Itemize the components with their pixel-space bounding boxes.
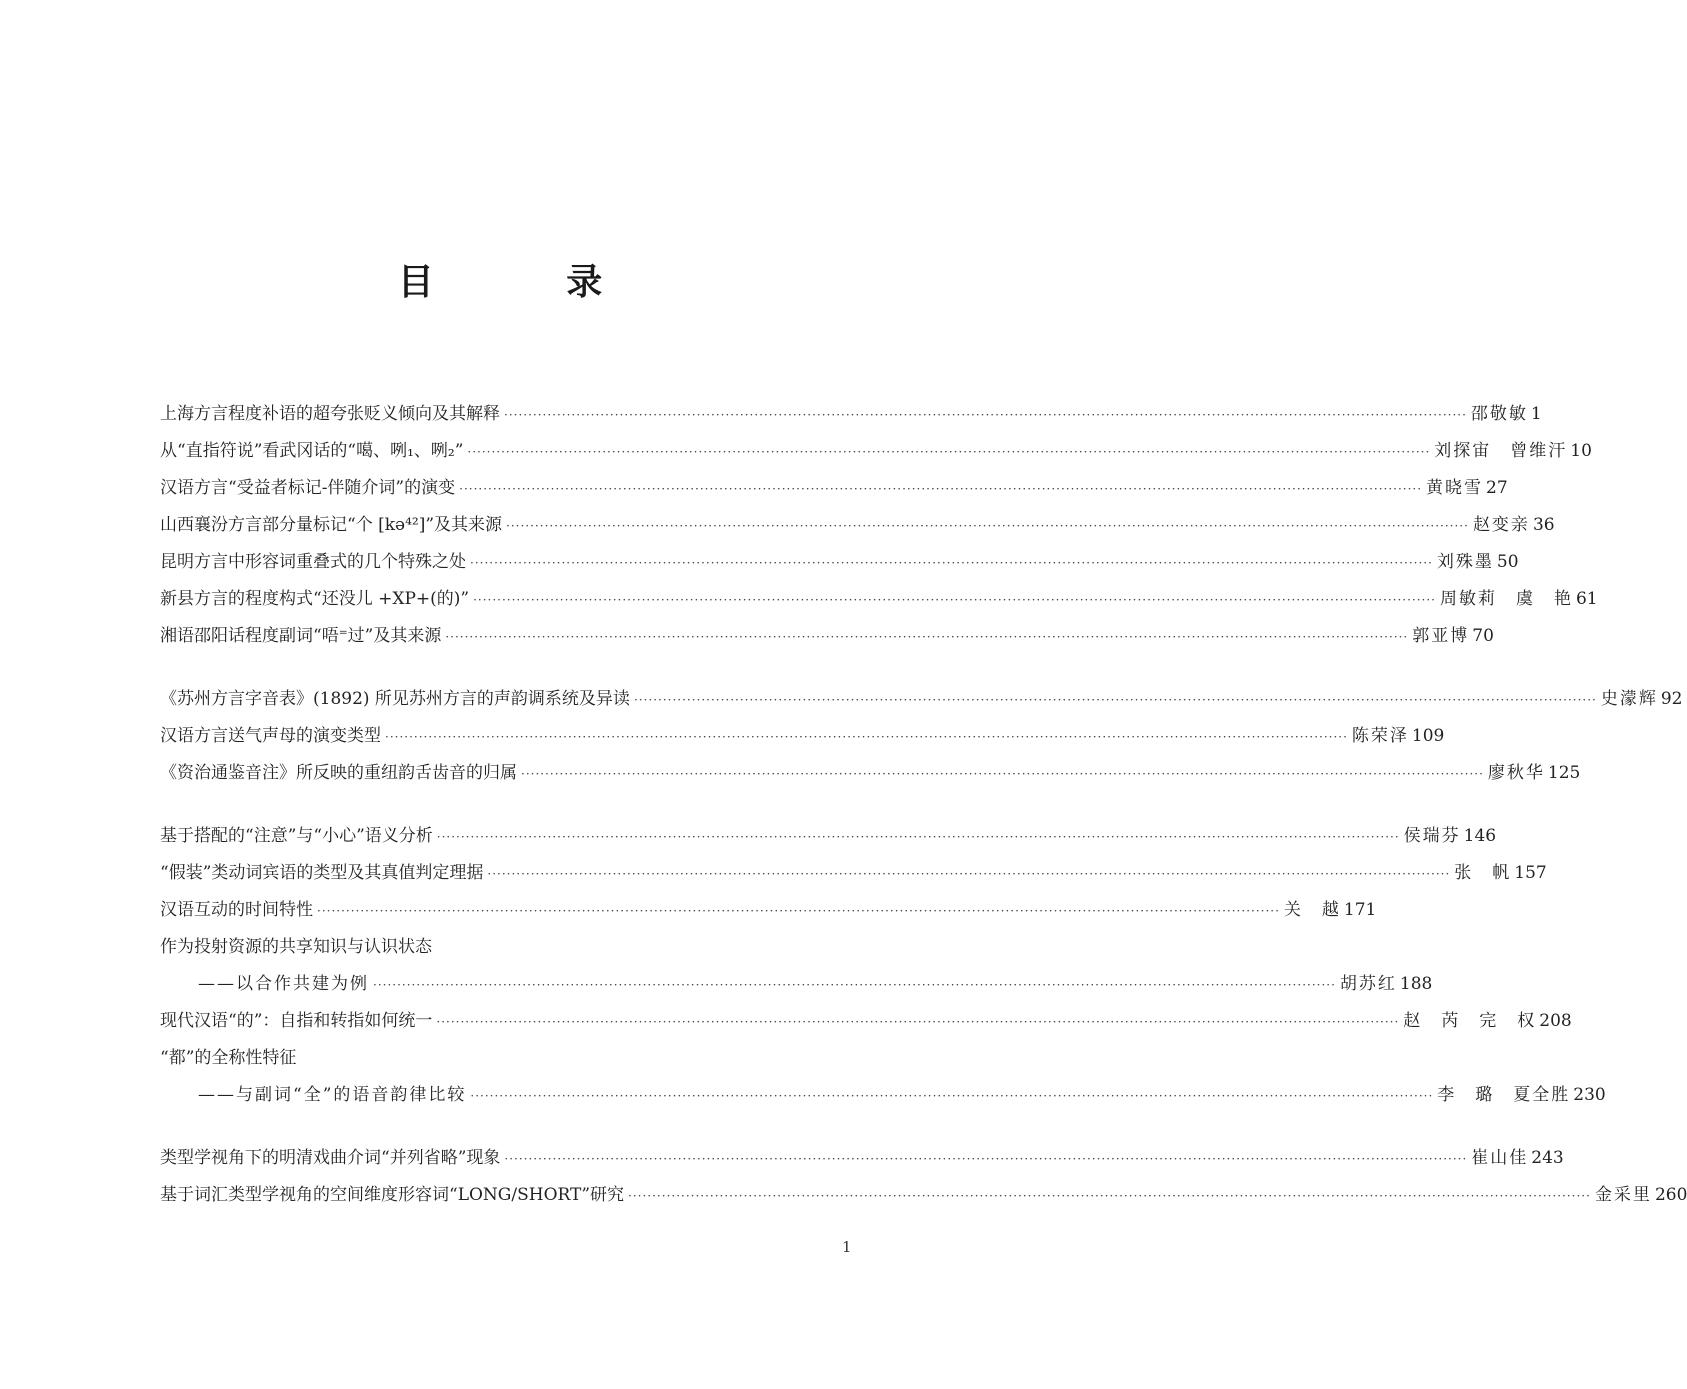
toc-entry-page: 260 bbox=[1654, 1185, 1687, 1205]
toc-entry[interactable] bbox=[160, 929, 872, 966]
toc-entry-page: 208 bbox=[1539, 1011, 1572, 1031]
toc-entry-author: 史濛辉 bbox=[1600, 689, 1658, 709]
toc-entry-page: 230 bbox=[1573, 1085, 1606, 1105]
toc-entry-page: 50 bbox=[1496, 552, 1519, 572]
toc-entry-page: 10 bbox=[1570, 441, 1592, 461]
toc-entry-title: ——以合作共建为例 bbox=[198, 974, 369, 994]
toc-entry-title: “都”的全称性特征 bbox=[160, 1048, 297, 1068]
toc-entry[interactable] bbox=[160, 581, 1598, 618]
toc-entry[interactable] bbox=[160, 818, 1497, 855]
toc-entry-page: 188 bbox=[1399, 974, 1433, 994]
toc-entry-author: 胡苏红 bbox=[1339, 974, 1397, 994]
toc-entry-page: 243 bbox=[1531, 1148, 1564, 1168]
toc-entry[interactable] bbox=[160, 470, 1508, 507]
section-gap bbox=[160, 655, 872, 681]
toc-entry-title: 昆明方言中形容词重叠式的几个特殊之处 bbox=[160, 552, 466, 572]
toc-entry-author: 刘殊墨 bbox=[1436, 552, 1494, 572]
toc-entry-title: 新县方言的程度构式“还没儿 +XP+(的)” bbox=[160, 589, 470, 609]
toc-entry-title: 汉语方言“受益者标记-伴随介词”的演变 bbox=[160, 478, 456, 498]
toc-entry-author: 赵变亲 bbox=[1472, 515, 1530, 535]
toc-entry-author: 邵敬敏 bbox=[1470, 404, 1528, 424]
section-gap bbox=[160, 792, 872, 818]
leader-dots: ········································································································································································································ bbox=[445, 630, 1409, 644]
toc-entry-author: 金采里 bbox=[1594, 1185, 1652, 1205]
leader-dots: ········································································································································································································ bbox=[385, 730, 1348, 744]
toc-entry-page: 1 bbox=[1530, 404, 1542, 424]
toc-entry-author: 侯瑞芬 bbox=[1403, 826, 1461, 846]
leader-dots: ········································································································································································································ bbox=[633, 693, 1597, 707]
toc-entry-author: 关 越 bbox=[1283, 900, 1341, 920]
toc-entry[interactable] bbox=[160, 755, 1581, 792]
toc-entry-title: 基于词汇类型学视角的空间维度形容词“LONG/SHORT”研究 bbox=[160, 1185, 625, 1205]
toc-entry-title: 《资治通鉴音注》所反映的重纽韵舌齿音的归属 bbox=[160, 763, 517, 783]
toc-entry[interactable] bbox=[160, 507, 1555, 544]
toc-entry-author: 陈荣泽 bbox=[1351, 726, 1409, 746]
toc-entry-author: 廖秋华 bbox=[1487, 763, 1545, 783]
toc-entry-page: 157 bbox=[1514, 863, 1547, 883]
leader-dots: ········································································································································································································ bbox=[504, 408, 1467, 422]
toc-entry-title: 湘语邵阳话程度副词“唔⁼过”及其来源 bbox=[160, 626, 442, 646]
toc-entry-title: 基于搭配的“注意”与“小心”语义分析 bbox=[160, 826, 433, 846]
toc-entry[interactable] bbox=[160, 1040, 872, 1077]
toc-entry-page: 70 bbox=[1472, 626, 1494, 646]
toc-entry-page: 61 bbox=[1575, 589, 1598, 609]
toc-entry-title: 汉语互动的时间特性 bbox=[160, 900, 313, 920]
toc-entry-title: 作为投射资源的共享知识与认识状态 bbox=[160, 937, 432, 957]
leader-dots: ········································································································································································································ bbox=[521, 767, 1484, 781]
toc-entry[interactable] bbox=[160, 433, 1592, 470]
toc-entry-author: 周敏莉 虞 艳 bbox=[1439, 589, 1573, 609]
toc-entry[interactable] bbox=[160, 1077, 1606, 1114]
toc-entry-title: 从“直指符说”看武冈话的“噶、咧₁、咧₂” bbox=[160, 441, 464, 461]
leader-dots: ········································································································································································································ bbox=[470, 1089, 1434, 1103]
toc-entry[interactable] bbox=[160, 1003, 1572, 1040]
toc-entry-title: 现代汉语“的”：自指和转指如何统一 bbox=[160, 1011, 433, 1031]
toc-entry-title: 类型学视角下的明清戏曲介词“并列省略”现象 bbox=[160, 1148, 501, 1168]
toc-entry[interactable] bbox=[160, 718, 1445, 755]
toc-entry-author: 刘探宙 曾维汗 bbox=[1434, 441, 1568, 461]
toc-entry[interactable] bbox=[160, 1140, 1564, 1177]
leader-dots: ········································································································································································································ bbox=[504, 1152, 1468, 1166]
page-title: 目 录 bbox=[397, 262, 663, 303]
leader-dots: ········································································································································································································ bbox=[487, 867, 1451, 881]
toc-entry-page: 125 bbox=[1547, 763, 1581, 783]
toc-entry-title: 汉语方言送气声母的演变类型 bbox=[160, 726, 381, 746]
leader-dots: ········································································································································································································ bbox=[506, 519, 1469, 533]
leader-dots: ········································································································································································································ bbox=[473, 593, 1436, 607]
leader-dots: ········································································································································································································ bbox=[467, 445, 1431, 459]
toc-entry-title: 山西襄汾方言部分量标记“个 [kə⁴²]”及其来源 bbox=[160, 515, 503, 535]
toc-entry-author: 崔山佳 bbox=[1471, 1148, 1529, 1168]
toc-entry-page: 92 bbox=[1660, 689, 1683, 709]
leader-dots: ········································································································································································································ bbox=[470, 556, 1433, 570]
toc-entry-author: 郭亚博 bbox=[1412, 626, 1470, 646]
toc-entry-page: 36 bbox=[1532, 515, 1555, 535]
toc-entry-page: 27 bbox=[1486, 478, 1508, 498]
toc-entry-page: 146 bbox=[1463, 826, 1497, 846]
toc-entry[interactable] bbox=[160, 681, 1683, 718]
toc-entry[interactable] bbox=[160, 396, 1542, 433]
leader-dots: ········································································································································································································ bbox=[628, 1189, 1591, 1203]
leader-dots: ········································································································································································································ bbox=[459, 482, 1423, 496]
toc-entry-author: 黄晓雪 bbox=[1426, 478, 1484, 498]
leader-dots: ········································································································································································································ bbox=[436, 1015, 1400, 1029]
toc-entry-title: ——与副词“全”的语音韵律比较 bbox=[198, 1085, 467, 1105]
toc-entry-title: “假装”类动词宾语的类型及其真值判定理据 bbox=[160, 863, 484, 883]
toc-entry-author: 张 帆 bbox=[1454, 863, 1512, 883]
toc-entry[interactable] bbox=[160, 966, 1433, 1003]
toc-entry[interactable] bbox=[160, 1177, 1687, 1214]
page-number: 1 bbox=[842, 1238, 852, 1256]
section-gap bbox=[160, 1114, 872, 1140]
toc-entry[interactable] bbox=[160, 855, 1547, 892]
toc-entry-title: 上海方言程度补语的超夸张贬义倾向及其解释 bbox=[160, 404, 500, 424]
toc-entry-author: 李 璐 夏全胜 bbox=[1437, 1085, 1571, 1105]
leader-dots: ········································································································································································································ bbox=[436, 830, 1400, 844]
toc-entry-page: 171 bbox=[1343, 900, 1377, 920]
leader-dots: ········································································································································································································ bbox=[317, 904, 1280, 918]
toc-entry-page: 109 bbox=[1411, 726, 1445, 746]
toc-entry-title: 《苏州方言字音表》(1892) 所见苏州方言的声韵调系统及异读 bbox=[160, 689, 630, 709]
toc-entry[interactable] bbox=[160, 544, 1519, 581]
toc-entry[interactable] bbox=[160, 618, 1494, 655]
leader-dots: ········································································································································································································ bbox=[373, 978, 1336, 992]
toc-entry[interactable] bbox=[160, 892, 1377, 929]
toc-entry-author: 赵 芮 完 权 bbox=[1403, 1011, 1537, 1031]
table-of-contents bbox=[160, 396, 1687, 1214]
